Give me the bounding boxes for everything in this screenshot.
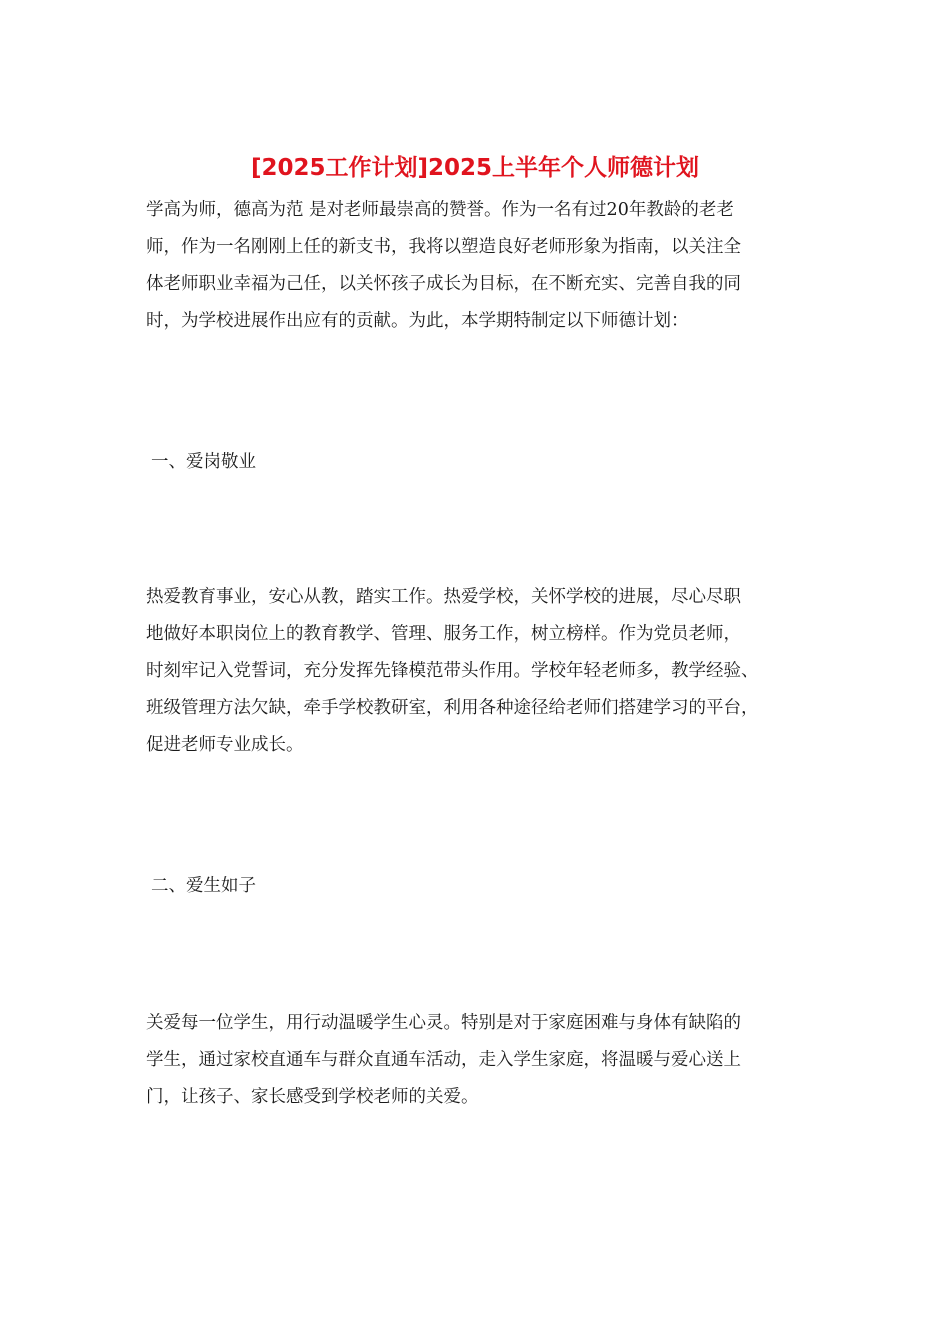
section2-line: 关爱每一位学生，用行动温暖学生心灵。特别是对于家庭困难与身体有缺陷的: [146, 1013, 741, 1033]
intro-line: 师，作为一名刚刚上任的新支书，我将以塑造良好老师形象为指南，以关注全: [146, 237, 741, 257]
section1-line: 时刻牢记入党誓词，充分发挥先锋模范带头作用。学校年轻老师多，教学经验、: [146, 661, 759, 681]
intro-paragraph: [146, 192, 814, 340]
intro-line: 时，为学校进展作出应有的贡献。为此，本学期特制定以下师德计划：: [146, 311, 689, 331]
section2-line: 门，让孩子、家长感受到学校老师的关爱。: [146, 1087, 479, 1107]
intro-line: 体老师职业幸福为己任，以关怀孩子成长为目标，在不断充实、完善自我的同: [146, 274, 741, 294]
section2-paragraph: [146, 1005, 814, 1116]
document-title: [2025工作计划]2025上半年个人师德计划: [250, 155, 700, 181]
section-heading-2: 二、爱生如子: [151, 876, 256, 896]
section1-line: 班级管理方法欠缺，牵手学校教研室，利用各种途径给老师们搭建学习的平台，: [146, 698, 759, 718]
section1-line: 热爱教育事业，安心从教，踏实工作。热爱学校，关怀学校的进展，尽心尽职: [146, 587, 741, 607]
section1-line: 地做好本职岗位上的教育教学、管理、服务工作，树立榜样。作为党员老师，: [146, 624, 741, 644]
section2-line: 学生，通过家校直通车与群众直通车活动，走入学生家庭，将温暖与爱心送上: [146, 1050, 741, 1070]
section-heading-1: 一、爱岗敬业: [151, 452, 256, 472]
section1-paragraph: [146, 579, 814, 764]
section1-line: 促进老师专业成长。: [146, 735, 304, 755]
intro-line: 学高为师，德高为范 是对老师最崇高的赞誉。作为一名有过20年教龄的老老: [146, 200, 734, 220]
